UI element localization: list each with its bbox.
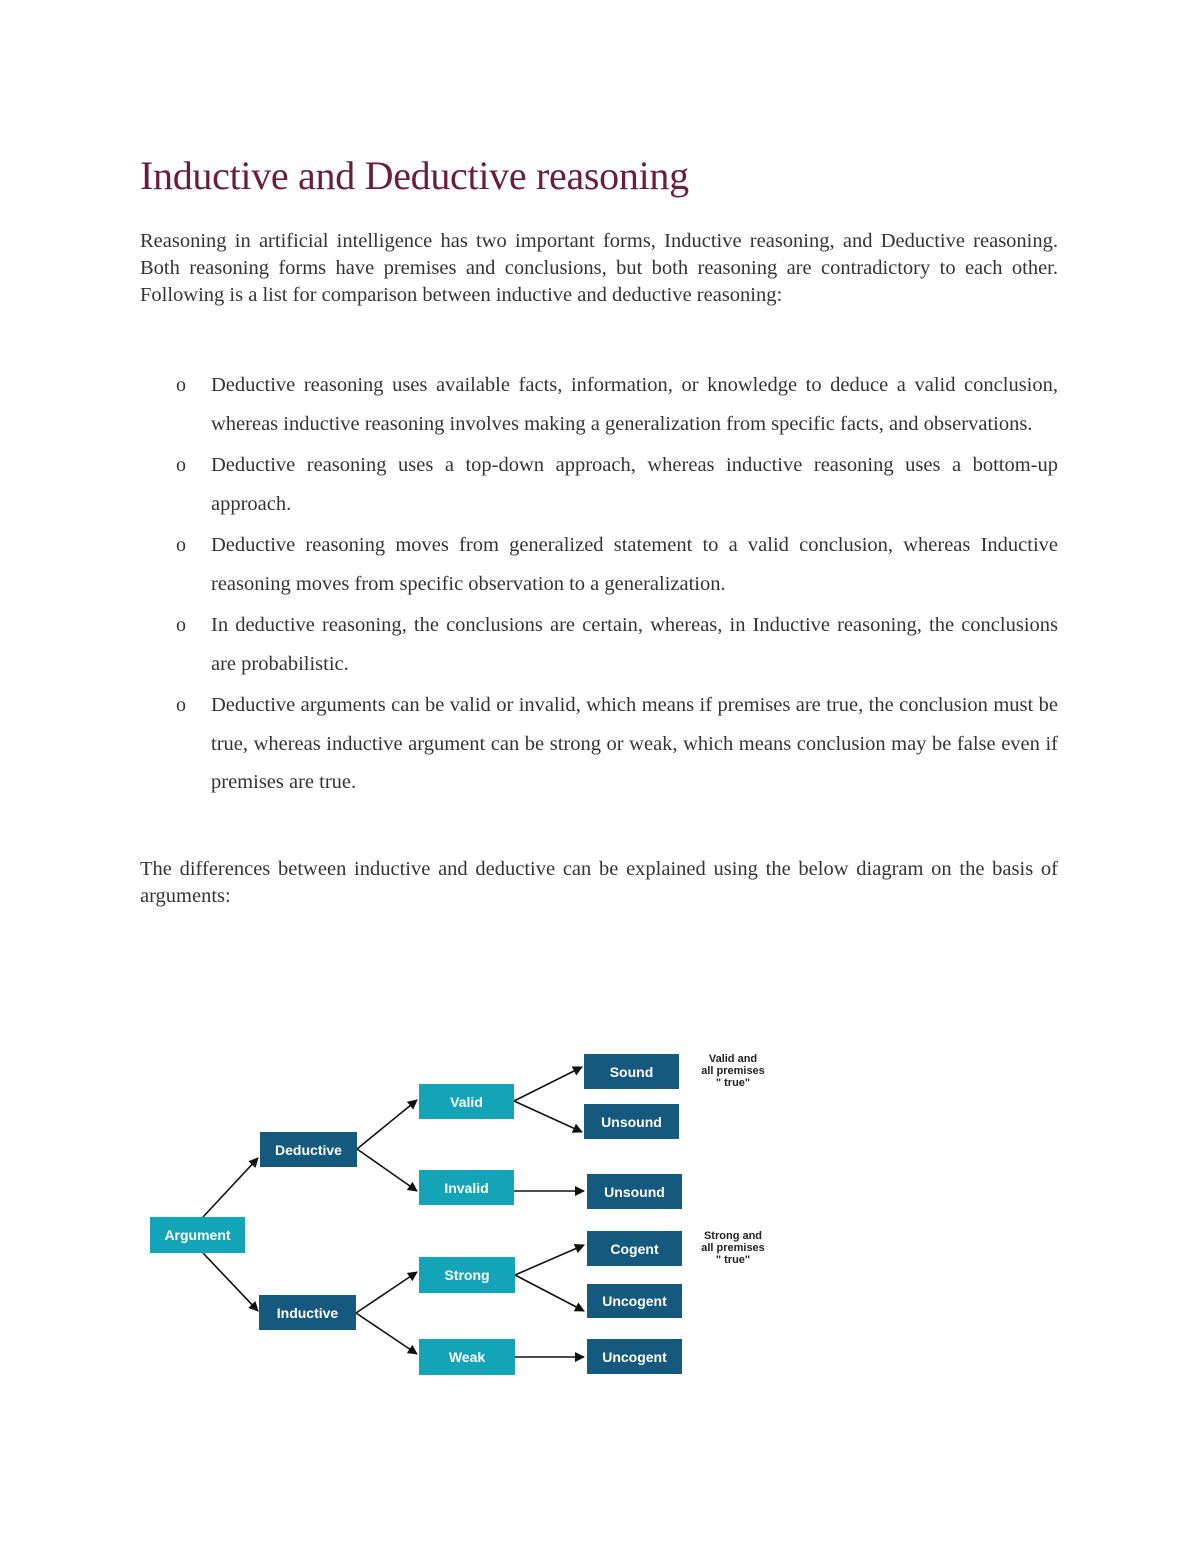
argument-tree-diagram: [0, 1040, 1200, 1400]
sound-note-line: " true": [715, 1077, 751, 1089]
arrow-strong-cogent: [515, 1245, 584, 1275]
list-item: [140, 606, 1058, 683]
list-item-text: Deductive reasoning moves from generalized statement to a valid conclusion, whereas Inductive reasoning moves from specific observation to a generalization.: [211, 534, 1058, 595]
node-uncogent-strong: Uncogent: [587, 1284, 682, 1318]
list-item: [140, 446, 1058, 523]
node-argument: Argument: [150, 1217, 245, 1253]
cogent-note-line: " true": [715, 1254, 751, 1266]
arrow-inductive-strong: [356, 1272, 417, 1313]
bullet-marker: o: [176, 614, 186, 636]
intro-paragraph: Reasoning in artificial intelligence has two important forms, Inductive reasoning, and Deductive reasoning. Both reasoning forms have premises and conclusions, but both reasoning are contradictory to each other. Following is a list for comparison between inductive and deductive reasoning:: [140, 230, 1058, 306]
sound-note-line: all premises: [701, 1065, 765, 1077]
arrow-deductive-invalid: [357, 1149, 417, 1191]
list-item: [140, 366, 1058, 443]
arrow-valid-unsound: [514, 1101, 582, 1132]
list-item-text: Deductive reasoning uses a top-down approach, whereas inductive reasoning uses a bottom-up approach.: [211, 454, 1058, 515]
sound-note: [690, 1053, 776, 1089]
cogent-note: [690, 1230, 776, 1266]
arrow-strong-uncogent: [515, 1275, 584, 1311]
list-item-text: In deductive reasoning, the conclusions are certain, whereas, in Inductive reasoning, the conclusions are probabilistic.: [211, 614, 1058, 675]
arrow-deductive-valid: [357, 1100, 417, 1149]
arrow-argument-deductive: [203, 1158, 258, 1217]
node-unsound-valid: Unsound: [584, 1104, 679, 1139]
list-item-text: Deductive arguments can be valid or invalid, which means if premises are true, the conclusion must be true, whereas inductive argument can be strong or weak, which means conclusion may be false even if premises are true.: [211, 694, 1058, 793]
arrow-valid-sound: [514, 1067, 582, 1101]
node-strong: Strong: [419, 1257, 515, 1293]
bullet-marker: o: [176, 534, 186, 556]
node-cogent: Cogent: [587, 1231, 682, 1266]
bullet-marker: o: [176, 694, 186, 716]
node-unsound-invalid: Unsound: [587, 1174, 682, 1209]
bullet-marker: o: [176, 374, 186, 396]
node-uncogent-weak: Uncogent: [587, 1339, 682, 1374]
sound-note-line: Valid and: [708, 1053, 758, 1065]
arrow-argument-inductive: [203, 1253, 258, 1311]
node-sound: Sound: [584, 1054, 679, 1089]
node-weak: Weak: [419, 1339, 515, 1375]
node-valid: Valid: [419, 1084, 514, 1119]
node-deductive: Deductive: [260, 1132, 357, 1167]
page-title: Inductive and Deductive reasoning: [140, 153, 689, 198]
list-item-text: Deductive reasoning uses available facts, information, or knowledge to deduce a valid conclusion, whereas inductive reasoning involves making a generalization from specific facts, and observations.: [211, 374, 1058, 435]
arrow-inductive-weak: [356, 1313, 417, 1354]
list-item: [140, 686, 1058, 802]
cogent-note-line: Strong and: [703, 1230, 763, 1242]
node-inductive: Inductive: [259, 1295, 356, 1330]
node-invalid: Invalid: [419, 1170, 514, 1205]
diagram-intro: The differences between inductive and deductive can be explained using the below diagram on the basis of arguments:: [140, 858, 1058, 907]
cogent-note-line: all premises: [701, 1242, 765, 1254]
bullet-marker: o: [176, 454, 186, 476]
comparison-list: [140, 366, 1058, 805]
list-item: [140, 526, 1058, 603]
